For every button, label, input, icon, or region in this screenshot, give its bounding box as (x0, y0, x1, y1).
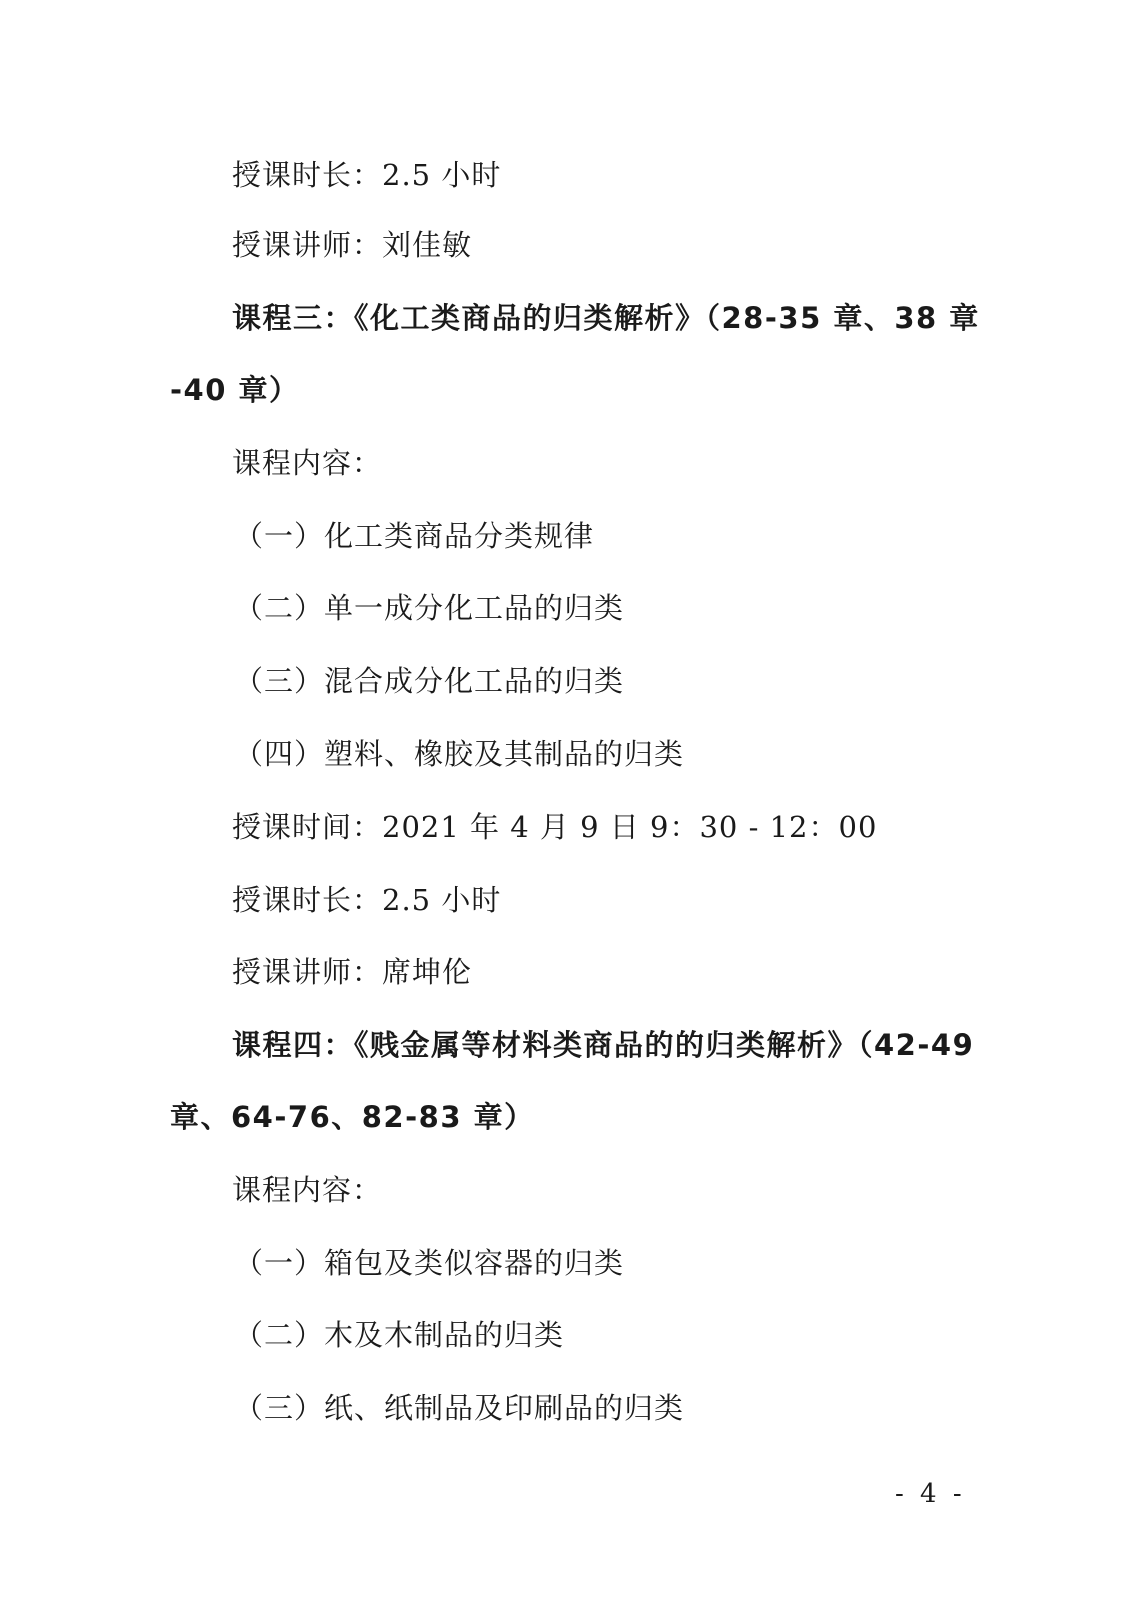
course-four-item-2: （二）木及木制品的归类 (234, 1318, 565, 1352)
course-three-item-1: （一）化工类商品分类规律 (234, 519, 595, 553)
page-number: - 4 - (895, 1479, 966, 1509)
duration-line: 授课时长：2.5 小时 (232, 883, 502, 917)
schedule-line: 授课时间：2021 年 4 月 9 日 9：30 - 12：00 (232, 810, 878, 844)
instructor-line: 授课讲师：席坤伦 (232, 955, 473, 989)
course-three-item-3: （三）混合成分化工品的归类 (234, 664, 625, 698)
course-three-item-4: （四）塑料、橡胶及其制品的归类 (234, 737, 685, 771)
course-three-title: 课程三：《化工类商品的归类解析》（28-35 章、38 章 (232, 301, 980, 335)
course-four-title: 课程四：《贱金属等材料类商品的的归类解析》（42-49 (232, 1028, 975, 1062)
course-three-title-continued: -40 章） (170, 373, 300, 407)
course-content-label: 课程内容： (232, 446, 383, 480)
course-four-item-1: （一）箱包及类似容器的归类 (234, 1246, 625, 1280)
course-three-item-2: （二）单一成分化工品的归类 (234, 591, 625, 625)
course-four-title-continued: 章、64-76、82-83 章） (170, 1100, 535, 1134)
course-four-item-3: （三）纸、纸制品及印刷品的归类 (234, 1391, 685, 1425)
course-content-label: 课程内容： (232, 1173, 383, 1207)
instructor-line: 授课讲师：刘佳敏 (232, 228, 473, 262)
duration-line: 授课时长：2.5 小时 (232, 158, 502, 192)
